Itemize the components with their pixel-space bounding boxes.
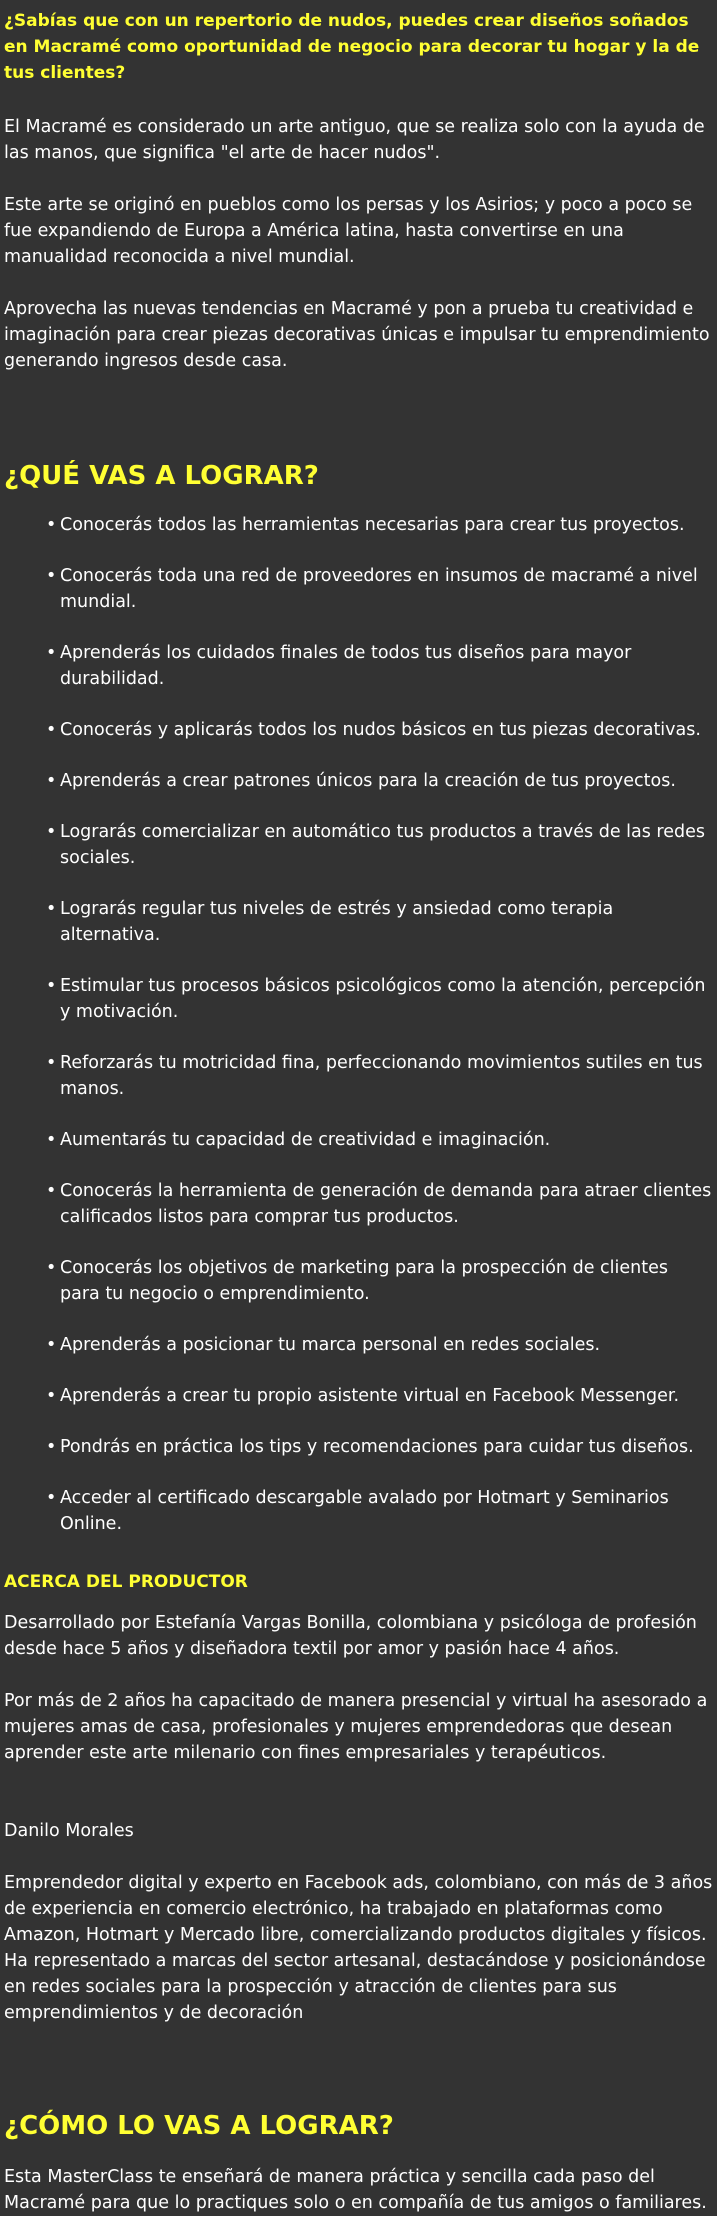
producer-heading: ACERCA DEL PRODUCTOR <box>4 1572 248 1592</box>
spacer <box>4 2142 713 2164</box>
list-item: • Aprenderás a crear tu propio asistente virtual en Facebook Messenger. <box>46 1383 713 1409</box>
goals-heading: ¿QUÉ VAS A LOGRAR? <box>4 461 319 491</box>
list-item: • Conocerás y aplicarás todos los nudos básicos en tus piezas decorativas. <box>46 717 713 743</box>
list-item: • Conocerás la herramienta de generación de demanda para atraer clientes calificados listos para comprar tus productos. <box>46 1178 713 1230</box>
spacer <box>4 1594 713 1610</box>
spacer <box>4 1792 713 1818</box>
list-item: • Conocerás los objetivos de marketing para la prospección de clientes para tu negocio o emprendimiento. <box>46 1255 713 1307</box>
second-producer-bio: Emprendedor digital y experto en Facebook ads, colombiano, con más de 3 años de experiencia en comercio electrónico, ha trabajado en plataformas como Amazon, Hotmart y Mercado libre, comercializando productos digitales y físicos. Ha representado a marcas del sector artesanal, destacándose y posicionándose en redes sociales para la prospección y atracción de clientes para sus emprendimientos y de decoración <box>4 1873 713 2023</box>
list-item: • Aumentarás tu capacidad de creatividad e imaginación. <box>46 1127 713 1153</box>
spacer <box>4 2052 713 2110</box>
intro-highlight: ¿Sabías que con un repertorio de nudos, puedes crear diseños soñados en Macramé como oportunidad de negocio para decorar tu hogar y la de tus clientes? <box>4 11 700 83</box>
intro-paragraph-1: El Macramé es considerado un arte antiguo, que se realiza solo con la ayuda de las manos, que significa "el arte de hacer nudos". <box>4 117 705 163</box>
how-paragraph: Esta MasterClass te enseñará de manera práctica y sencilla cada paso del Macramé para que lo practiques solo o en compañía de tus amigos o familiares. <box>4 2167 707 2213</box>
list-item: • Conocerás todos las herramientas necesarias para crear tus proyectos. <box>46 512 713 538</box>
list-item: • Reforzarás tu motricidad fina, perfeccionando movimientos sutiles en tus manos. <box>46 1050 713 1102</box>
producer-paragraph-1: Desarrollado por Estefanía Vargas Bonilla, colombiana y psicóloga de profesión desde hace 5 años y diseñadora textil por amor y pasión hace 4 años. <box>4 1613 697 1659</box>
intro-paragraph-2: Este arte se originó en pueblos como los persas y los Asirios; y poco a poco se fue expandiendo de Europa a América latina, hasta convertirse en una manualidad reconocida a nivel mundial. <box>4 195 693 267</box>
spacer <box>4 1562 713 1570</box>
list-item: • Estimular tus procesos básicos psicológicos como la atención, percepción y motivación. <box>46 973 713 1025</box>
goals-list <box>46 512 713 1537</box>
list-item: • Acceder al certificado descargable avalado por Hotmart y Seminarios Online. <box>46 1485 713 1537</box>
list-item: • Conocerás toda una red de proveedores en insumos de macramé a nivel mundial. <box>46 563 713 615</box>
producer-paragraph-2: Por más de 2 años ha capacitado de manera presencial y virtual ha asesorado a mujeres amas de casa, profesionales y mujeres emprendedoras que desean aprender este arte milenario con fines empresariales y terapéuticos. <box>4 1691 708 1763</box>
list-item: • Aprenderás a posicionar tu marca personal en redes sociales. <box>46 1332 713 1358</box>
how-heading: ¿CÓMO LO VAS A LOGRAR? <box>4 2111 394 2141</box>
list-item: • Aprenderás a crear patrones únicos para la creación de tus proyectos. <box>46 768 713 794</box>
list-item: • Lograrás comercializar en automático tus productos a través de las redes sociales. <box>46 819 713 871</box>
intro-paragraph-3: Aprovecha las nuevas tendencias en Macramé y pon a prueba tu creatividad e imaginación para crear piezas decorativas únicas e impulsar tu emprendimiento generando ingresos desde casa. <box>4 299 710 371</box>
spacer <box>4 492 713 512</box>
list-item: • Lograrás regular tus niveles de estrés y ansiedad como terapia alternativa. <box>46 896 713 948</box>
spacer <box>4 400 713 460</box>
second-producer-name: Danilo Morales <box>4 1821 134 1841</box>
list-item: • Pondrás en práctica los tips y recomendaciones para cuidar tus diseños. <box>46 1434 713 1460</box>
list-item: • Aprenderás los cuidados finales de todos tus diseños para mayor durabilidad. <box>46 640 713 692</box>
